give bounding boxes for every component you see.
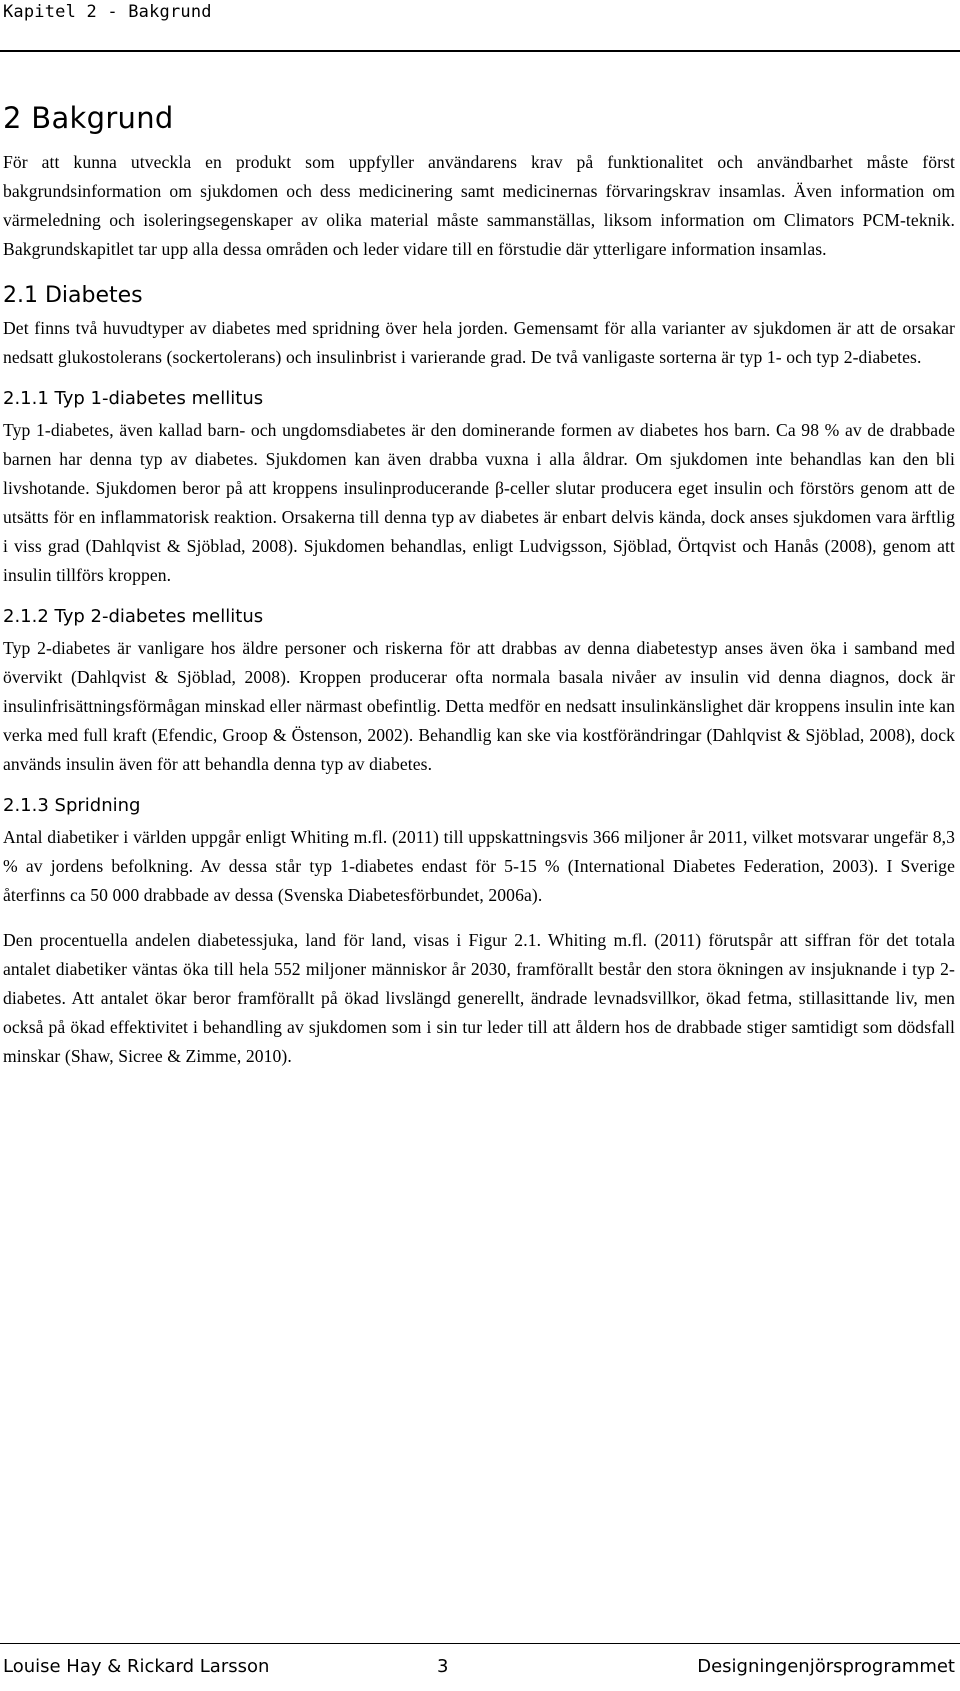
typ1-paragraph: Typ 1-diabetes, även kallad barn- och ungdomsdiabetes är den dominerande formen av diabetes hos barn. Ca 98 % av de drabbade barnen har denna typ av diabetes. Sjukdomen kan även drabba vuxna i alla åldrar. Om sjukdomen inte behandlas kan den bli livshotande. Sjukdomen beror på att kroppens insulinproducerande β-celler slutar producera eget insulin och förstörs genom att de utsätts för en inflammatorisk reaktion. Orsakerna till denna typ av diabetes är enbart delvis kända, dock anses sjukdomen vara ärftlig i viss grad (Dahlqvist & Sjöblad, 2008). Sjukdomen behandlas, enligt Ludvigsson, Sjöblad, Örtqvist och Hanås (2008), genom att insulin tillförs kroppen. bbox=[3, 420, 955, 585]
spridning-paragraph-1: Antal diabetiker i världen uppgår enligt Whiting m.fl. (2011) till uppskattningsvis 366 miljoner år 2011, vilket motsvarar ungefär 8,3 % av jordens befolkning. Av dessa står typ 1-diabetes endast för 5-15 % (International Diabetes Federation, 2003). I Sverige återfinns ca 50 000 drabbade av dessa (Svenska Diabetesförbundet, 2006a). bbox=[3, 827, 955, 905]
typ2-paragraph: Typ 2-diabetes är vanligare hos äldre personer och riskerna för att drabbas av denna diabetestyp anses även öka i samband med övervikt (Dahlqvist & Sjöblad, 2008). Kroppen producerar ofta normala basala nivåer av insulin vid denna diagnos, dock är insulinfrisättningsförmågan minskad eller närmast obefintlig. Detta medför en nedsatt insulinkänslighet där kroppens insulin inte kan verka med full kraft (Efendic, Groop & Östenson, 2002). Behandlig kan ske via kostförändringar (Dahlqvist & Sjöblad, 2008), dock används insulin även för att behandla denna typ av diabetes. bbox=[3, 638, 955, 774]
subsection-heading-spridning: 2.1.3 Spridning bbox=[3, 795, 141, 816]
page-content bbox=[3, 98, 955, 1071]
footer-page-number: 3 bbox=[437, 1656, 449, 1677]
subsection-heading-typ2: 2.1.2 Typ 2-diabetes mellitus bbox=[3, 606, 264, 627]
diabetes-paragraph: Det finns två huvudtyper av diabetes med spridning över hela jorden. Gemensamt för alla varianter av sjukdomen är att de orsakar nedsatt glukostolerans (sockertolerans) och insulinbrist i varierande grad. De två vanligaste sorterna är typ 1- och typ 2-diabetes. bbox=[3, 318, 955, 367]
page-footer bbox=[3, 1652, 955, 1682]
footer-authors: Louise Hay & Rickard Larsson bbox=[3, 1656, 270, 1677]
chapter-intro-paragraph: För att kunna utveckla en produkt som uppfyller användarens krav på funktionalitet och användbarhet måste först bakgrundsinformation om sjukdomen och dess medicinering samt medicinernas förvaringskrav insamlas. Även information om värmeledning och isoleringsegenskaper av olika material måste sammanställas, liksom information om Climators PCM-teknik. Bakgrundskapitlet tar upp alla dessa områden och leder vidare till en förstudie där ytterligare information insamlas. bbox=[3, 152, 955, 259]
subsection-heading-typ1: 2.1.1 Typ 1-diabetes mellitus bbox=[3, 388, 264, 409]
footer-program: Designingenjörsprogrammet bbox=[697, 1656, 955, 1677]
running-header: Kapitel 2 - Bakgrund bbox=[3, 2, 212, 22]
chapter-heading: 2 Bakgrund bbox=[3, 101, 174, 135]
header-rule bbox=[0, 50, 960, 52]
footer-rule bbox=[0, 1643, 960, 1644]
spridning-paragraph-2: Den procentuella andelen diabetessjuka, land för land, visas i Figur 2.1. Whiting m.fl. (2011) förutspår att siffran för det totala antalet diabetiker väntas öka till hela 552 miljoner människor år 2030, framförallt består den stora ökningen av insjuknande i typ 2-diabetes. Att antalet ökar beror framförallt på ökad livslängd generellt, ändrade levnadsvillkor, ökad fetma, stillasittande liv, men också på ökad effektivitet i behandling av sjukdomen som i sin tur leder till att åldern hos de drabbade stiger samtidigt som dödsfall minskar (Shaw, Sicree & Zimme, 2010). bbox=[3, 930, 955, 1066]
section-heading-diabetes: 2.1 Diabetes bbox=[3, 283, 143, 308]
